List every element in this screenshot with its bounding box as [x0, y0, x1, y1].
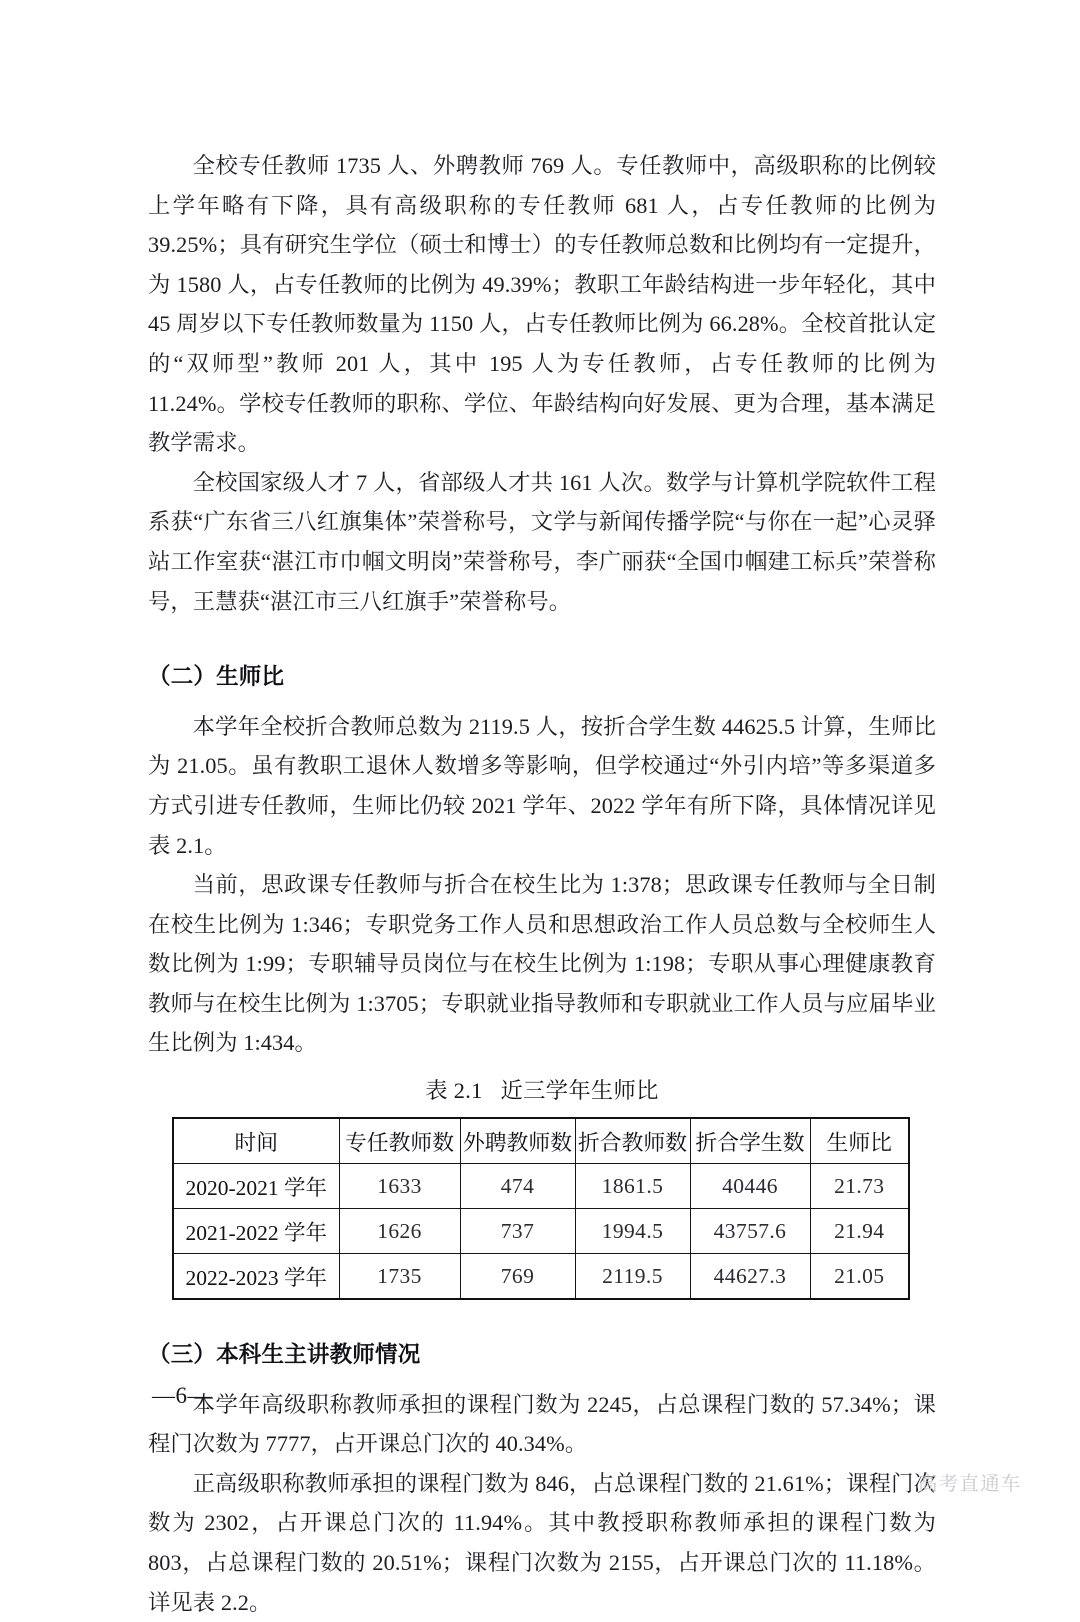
- cell-equivalent-students: 40446: [690, 1164, 810, 1209]
- cell-ratio: 21.94: [810, 1209, 909, 1254]
- page-number: —6—: [152, 1383, 211, 1408]
- cell-equivalent-students: 44627.3: [690, 1254, 810, 1300]
- cell-full-time-teachers: 1735: [339, 1254, 460, 1300]
- cell-ratio: 21.73: [810, 1164, 909, 1209]
- cell-equivalent-students: 43757.6: [690, 1209, 810, 1254]
- table-spacer-top: [148, 1063, 936, 1074]
- table-row: [173, 1164, 909, 1209]
- cell-ratio: 21.05: [810, 1254, 909, 1300]
- table-row: [173, 1209, 909, 1254]
- section-spacer: [148, 1300, 936, 1336]
- table-container: [172, 1117, 908, 1300]
- table-header-row: [173, 1118, 909, 1164]
- paragraph-talent-honors: 全校国家级人才 7 人，省部级人才共 161 人次。数学与计算机学院软件工程系获“广东省三八红旗集体”荣誉称号，文学与新闻传播学院“与你在一起”心灵驿站工作室获“湛江市巾帼文明岗”荣誉称号，李广丽获“全国巾帼建工标兵”荣誉称号，王慧获“湛江市三八红旗手”荣誉称号。: [148, 469, 936, 614]
- column-header-period: 时间: [173, 1118, 339, 1164]
- paragraph-teacher-statistics: 全校专任教师 1735 人、外聘教师 769 人。专任教师中，高级职称的比例较上学年略有下降，具有高级职称的专任教师 681 人，占专任教师的比例为 39.25%；具有研究生学位（硕士和博士）的专任教师总数和比例均有一定提升，为 1580 人，占专任教师的比例为 49.39%；教职工年龄结构进一步年轻化，其中 45 周岁以下专任教师数量为 1150 人，占专任教师比例为 66.28%。全校首批认定的“双师型”教师 201 人，其中 195 人为专任教师，占专任教师的比例为 11.24%。学校专任教师的职称、学位、年龄结构向好发展、更为合理，基本满足教学需求。: [148, 153, 936, 456]
- cell-external-teachers: 474: [460, 1164, 575, 1209]
- paragraph-student-teacher-ratio: 本学年全校折合教师总数为 2119.5 人，按折合学生数 44625.5 计算，生师比为 21.05。虽有教职工退休人数增多等影响，但学校通过“外引内培”等多渠道多方式引进专任教师，生师比仍较 2021 学年、2022 学年有所下降，具体情况详见表 2.1。: [148, 713, 936, 858]
- cell-external-teachers: 737: [460, 1209, 575, 1254]
- column-header-equivalent-students: 折合学生数: [690, 1118, 810, 1164]
- cell-equivalent-teachers: 1994.5: [575, 1209, 690, 1254]
- page-content: [148, 146, 936, 1622]
- paragraph-senior-title-courses: 本学年高级职称教师承担的课程门数为 2245，占总课程门数的 57.34%；课程门次数为 7777，占开课总门次的 40.34%。: [148, 1391, 936, 1457]
- section-spacer: [148, 621, 936, 658]
- column-header-equivalent-teachers: 折合教师数: [575, 1118, 690, 1164]
- cell-full-time-teachers: 1626: [339, 1209, 460, 1254]
- heading-spacer: [148, 698, 936, 707]
- heading-section-three: （三）本科生主讲教师情况: [148, 1342, 421, 1369]
- heading-spacer: [148, 1376, 936, 1385]
- cell-equivalent-teachers: 2119.5: [575, 1254, 690, 1300]
- cell-full-time-teachers: 1633: [339, 1164, 460, 1209]
- table-caption: [148, 1074, 936, 1108]
- cell-equivalent-teachers: 1861.5: [575, 1164, 690, 1209]
- cell-external-teachers: 769: [460, 1254, 575, 1300]
- watermark: 高考直通车: [918, 1472, 1022, 1495]
- table-caption-text: 近三学年生师比: [500, 1078, 659, 1104]
- table-body: [173, 1164, 909, 1300]
- table-caption-label: 表 2.1: [425, 1078, 483, 1104]
- paragraph-ratio-details: 当前，思政课专任教师与折合在校生比为 1:378；思政课专任教师与全日制在校生比例为 1:346；专职党务工作人员和思想政治工作人员总数与全校师生人数比例为 1:99；专职辅导员岗位与在校生比例为 1:198；专职从事心理健康教育教师与在校生比例为 1:3705；专职就业指导教师和专职就业工作人员与应届毕业生比例为 1:434。: [148, 872, 936, 1056]
- column-header-ratio: 生师比: [810, 1118, 909, 1164]
- column-header-external-teachers: 外聘教师数: [460, 1118, 575, 1164]
- student-teacher-ratio-table: [172, 1117, 910, 1300]
- cell-period: 2020-2021 学年: [173, 1164, 339, 1209]
- table-head: [173, 1118, 909, 1164]
- table-row: [173, 1254, 909, 1300]
- cell-period: 2022-2023 学年: [173, 1254, 339, 1300]
- cell-period: 2021-2022 学年: [173, 1209, 339, 1254]
- heading-section-two: （二）生师比: [148, 664, 285, 691]
- column-header-full-time-teachers: 专任教师数: [339, 1118, 460, 1164]
- paragraph-full-senior-title-courses: 正高级职称教师承担的课程门数为 846，占总课程门数的 21.61%；课程门次数为 2302，占开课总门次的 11.94%。其中教授职称教师承担的课程门数为 803，占总课程门数的 20.51%；课程门次数为 2155，占开课总门次的 11.18%。详见表 2.2。: [148, 1470, 936, 1615]
